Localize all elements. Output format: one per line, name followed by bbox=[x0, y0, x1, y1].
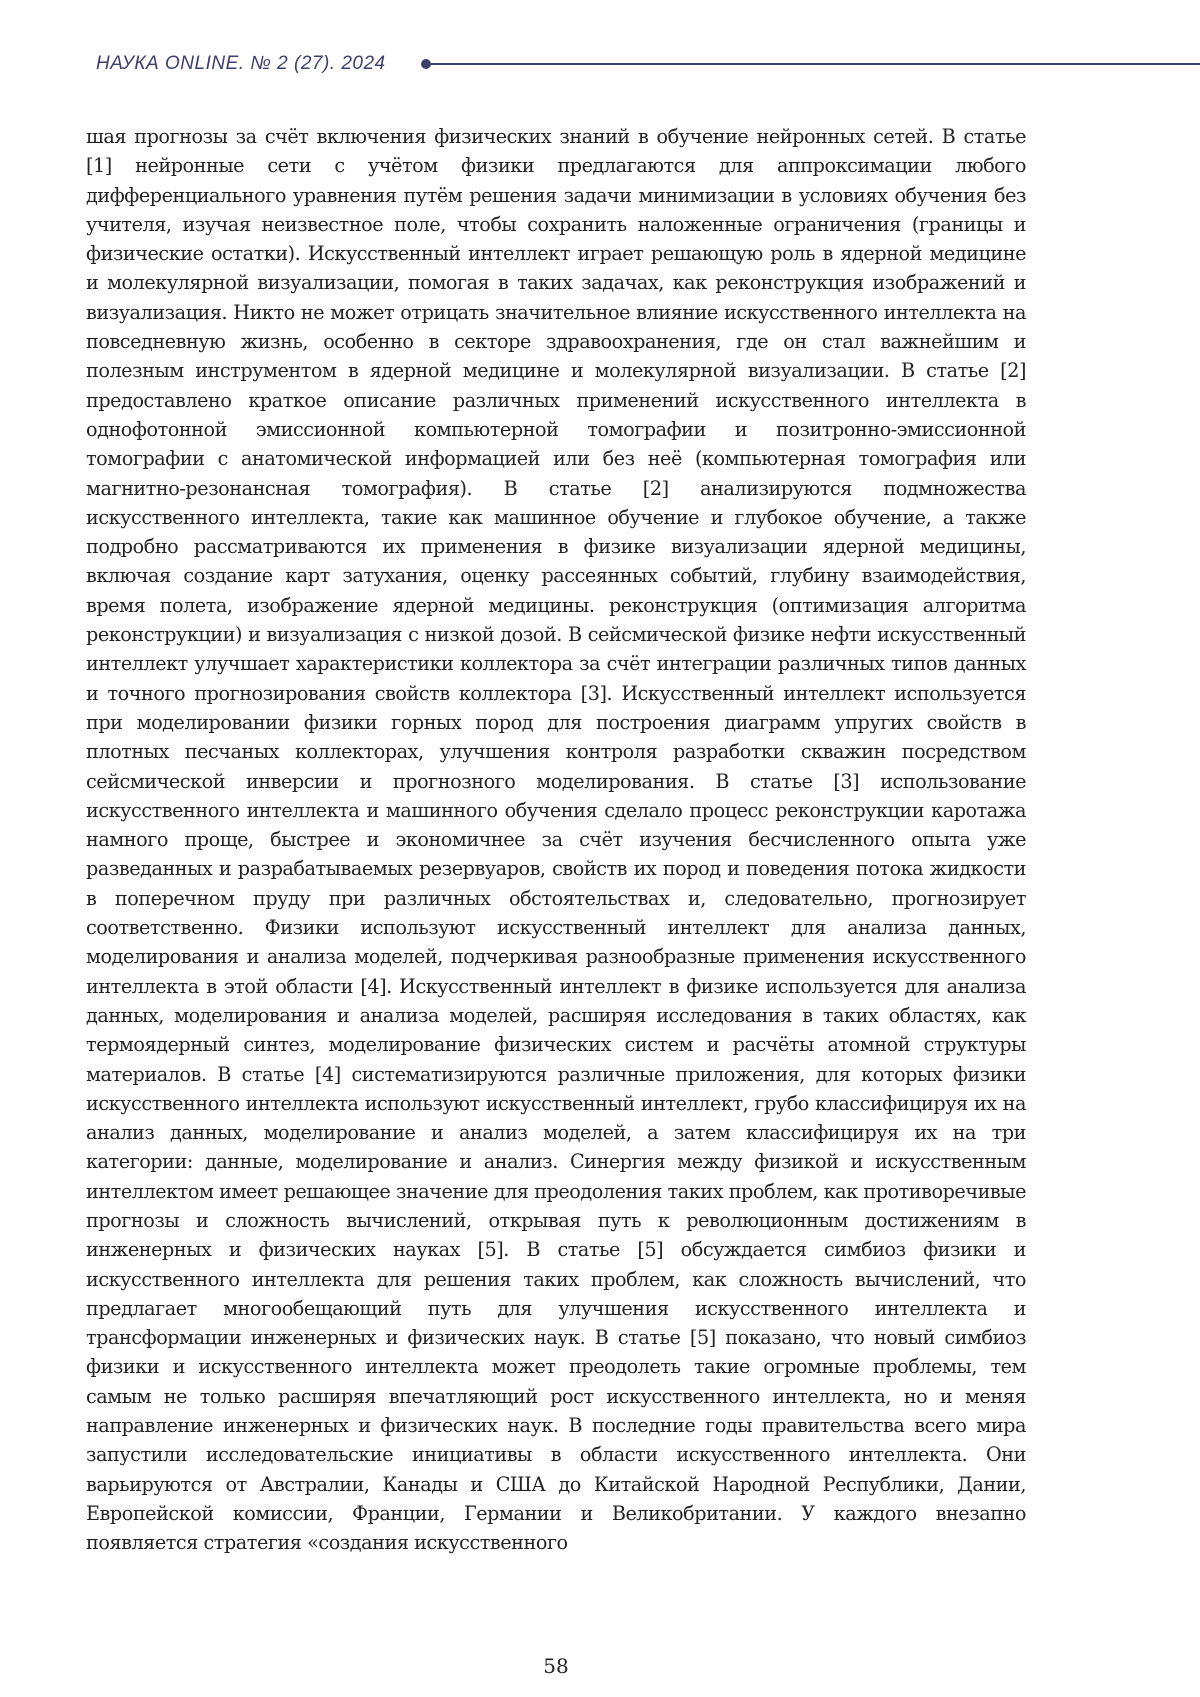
running-header bbox=[96, 52, 1200, 76]
page-number: 58 bbox=[543, 1654, 569, 1678]
journal-running-title: НАУКА ONLINE. № 2 (27). 2024 bbox=[96, 53, 386, 74]
header-bullet-dot bbox=[421, 59, 431, 69]
header-rule-line bbox=[431, 63, 1200, 65]
body-paragraph: шая прогнозы за счёт включения физических знаний в обучение нейронных сетей. В статье [1] нейронные сети с учётом физики предлагаются для аппроксимации любого дифференциального уравнения путём решения задачи минимизации в условиях обучения без учителя, изучая неизвестное поле, чтобы сохранить наложенные ограничения (границы и физические остатки). Искусственный интеллект играет решающую роль в ядерной медицине и молекулярной визуализации, помогая в таких задачах, как реконструкция изображений и визуализация. Никто не может отрицать значительное влияние искусственного интеллекта на повседневную жизнь, особенно в секторе здравоохранения, где он стал важнейшим и полезным инструментом в ядерной медицине и молекулярной визуализации. В статье [2] предоставлено краткое описание различных применений искусственного интеллекта в однофотонной эмиссионной компьютерной томографии и позитронно-эмиссионной томографии с анатомической информацией или без неё (компьютерная томография или магнитно-резонансная томография). В статье [2] анализируются подмножества искусственного интеллекта, такие как машинное обучение и глубокое обучение, а также подробно рассматриваются их применения в физике визуализации ядерной медицины, включая создание карт затухания, оценку рассеянных событий, глубину взаимодействия, время полета, изображение ядерной медицины. реконструкция (оптимизация алгоритма реконструкции) и визуализация с низкой дозой. В сейсмической физике нефти искусственный интеллект улучшает характеристики коллектора за счёт интеграции различных типов данных и точного прогнозирования свойств коллектора [3]. Искусственный интеллект используется при моделировании физики горных пород для построения диаграмм упругих свойств в плотных песчаных коллекторах, улучшения контроля разработки скважин посредством сейсмической инверсии и прогнозного моделирования. В статье [3] использование искусственного интеллекта и машинного обучения сделало процесс реконструкции каротажа намного проще, быстрее и экономичнее за счёт изучения бесчисленного опыта уже разведанных и разрабатываемых резервуаров, свойств их пород и поведения потока жидкости в поперечном пруду при различных обстоятельствах и, следовательно, прогнозирует соответственно. Физики используют искусственный интеллект для анализа данных, моделирования и анализа моделей, подчеркивая разнообразные применения искусственного интеллекта в этой области [4]. Искусственный интеллект в физике используется для анализа данных, моделирования и анализа моделей, расширяя исследования в таких областях, как термоядерный синтез, моделирование физических систем и расчёты атомной структуры материалов. В статье [4] систематизируются различные приложения, для которых физики искусственного интеллекта используют искусственный интеллект, грубо классифицируя их на анализ данных, моделирование и анализ моделей, а затем классифицируя их на три категории: данные, моделирование и анализ. Синергия между физикой и искусственным интеллектом имеет решающее значение для преодоления таких проблем, как противоречивые прогнозы и сложность вычислений, открывая путь к революционным достижениям в инженерных и физических науках [5]. В статье [5] обсуждается симбиоз физики и искусственного интеллекта для решения таких проблем, как сложность вычислений, что предлагает многообещающий путь для улучшения искусственного интеллекта и трансформации инженерных и физических наук. В статье [5] показано, что новый симбиоз физики и искусственного интеллекта может преодолеть такие огромные проблемы, тем самым не только расширяя впечатляющий рост искусственного интеллекта, но и меняя направление инженерных и физических наук. В последние годы правительства всего мира запустили исследовательские инициативы в области искусственного интеллекта. Они варьируются от Австралии, Канады и США до Китайской Народной Республики, Дании, Европейской комиссии, Франции, Германии и Великобритании. У каждого внезапно появляется стратегия «создания искусственного bbox=[86, 125, 1026, 1555]
